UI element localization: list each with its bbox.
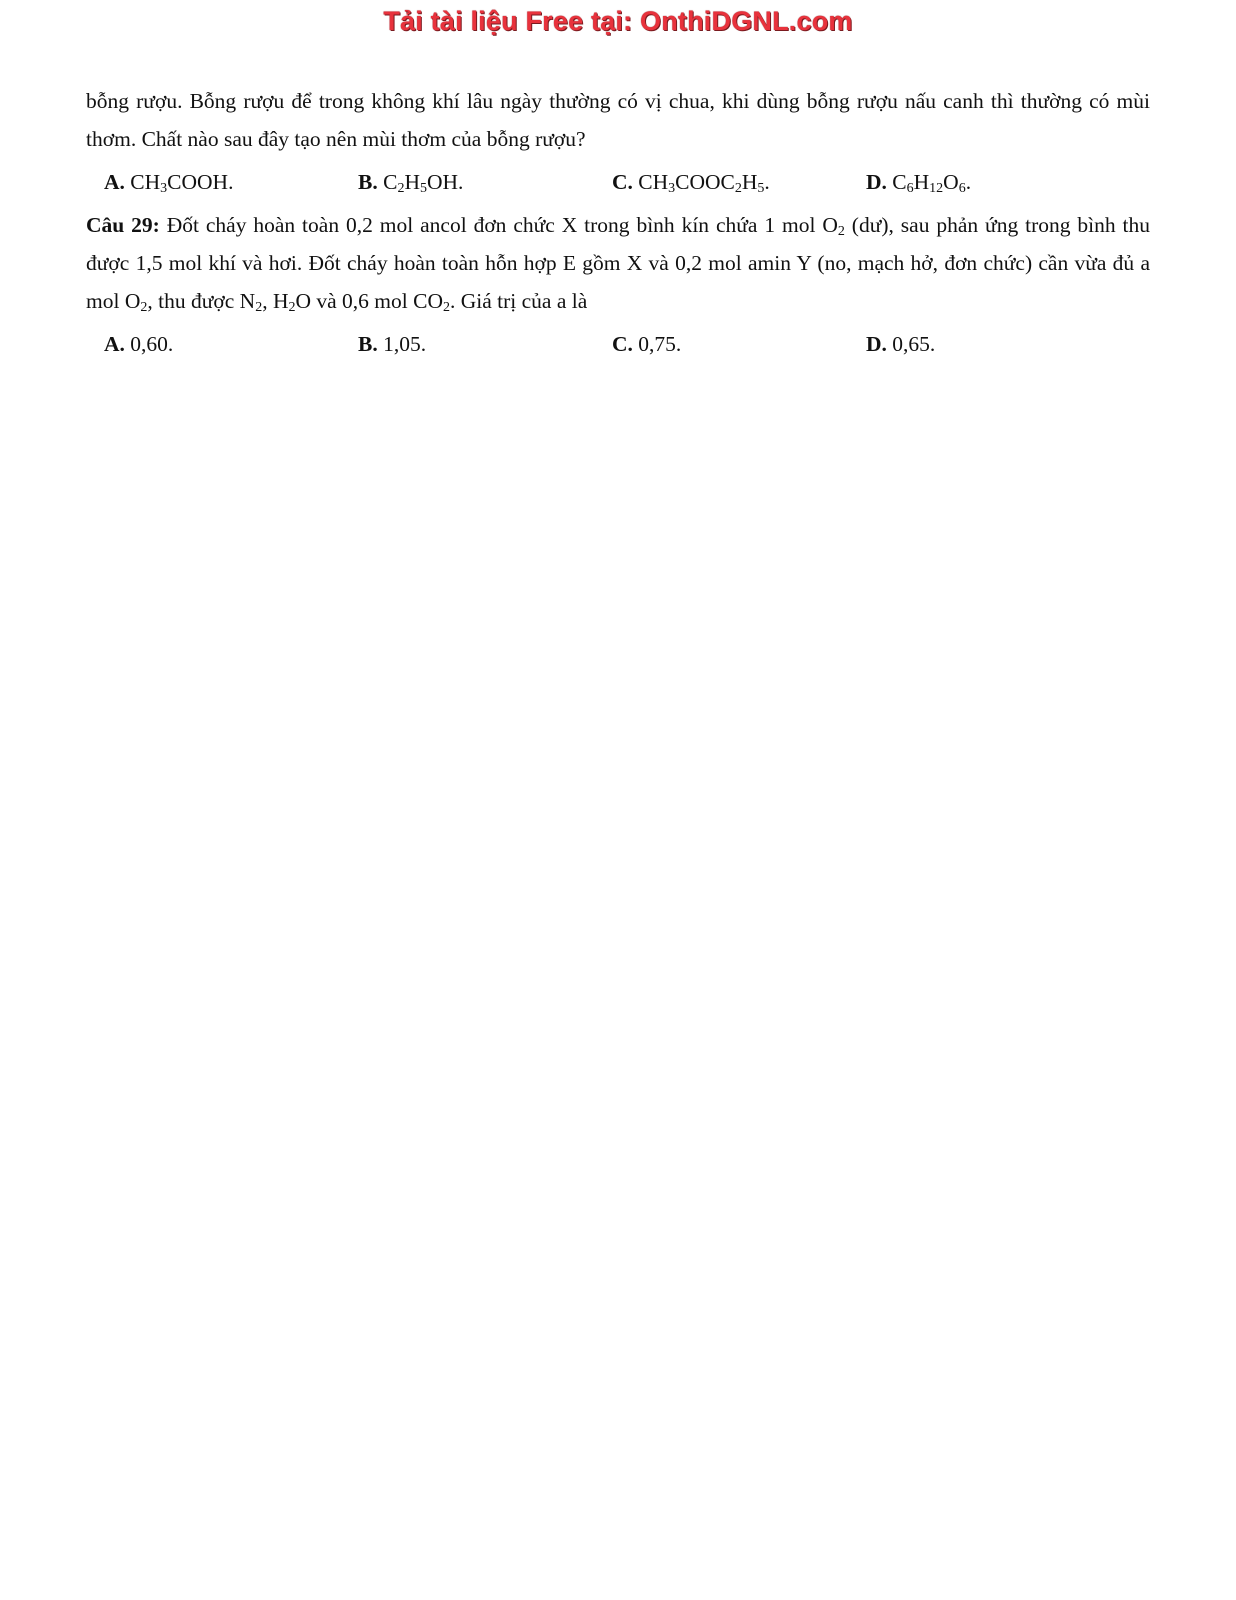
q28-option-d: D. $C_6H_{12}O_6$. [866,170,972,196]
site-banner: Tải tài liệu Free tại: OnthiDGNL.com [383,6,853,36]
question-29 [86,206,1150,363]
q28-option-b: B. $C_2H_5OH$. [358,170,464,196]
q29-label: Câu 29: [86,213,160,237]
q29-options [104,325,1150,363]
q29-option-a: A. 0,60. [104,332,174,356]
q29-option-c: C. 0,75. [612,332,682,356]
q28-line-2: thường có mùi thơm. Chất nào sau đây tạo nên mùi thơm của bỗng rượu? [86,89,1151,151]
q28-line-1: bỗng rượu. Bỗng rượu để trong không khí lâu ngày thường có vị chua, khi dùng bỗng rượu nấu canh thì [86,89,1014,113]
q29-option-d: D. 0,65. [866,332,936,356]
q28-options [104,163,1150,201]
q29-text: Câu 29: Đốt cháy hoàn toàn 0,2 mol ancol đơn chức X trong bình kín chứa 1 mol $O_2$ (dư), sau phản ứng trong bình thu được 1,5 mol khí và hơi. Đốt cháy hoàn toàn hỗn hợp E gồm X và 0,2 mol amin Y (no, mạch hở, đơn chức) cần vừa đủ a mol $O_2$, thu được $N_2$, $H_2O$ và 0,6 mol $CO_2$. Giá trị của a là [86,213,1150,315]
q28-option-c: C. $CH_3COOC_2H_5$. [612,170,770,196]
q28-continued-text [86,82,1150,158]
q29-option-b: B. 1,05. [358,332,427,356]
q28-option-a: A. $CH_3COOH$. [104,170,234,196]
document-body [86,82,1150,368]
